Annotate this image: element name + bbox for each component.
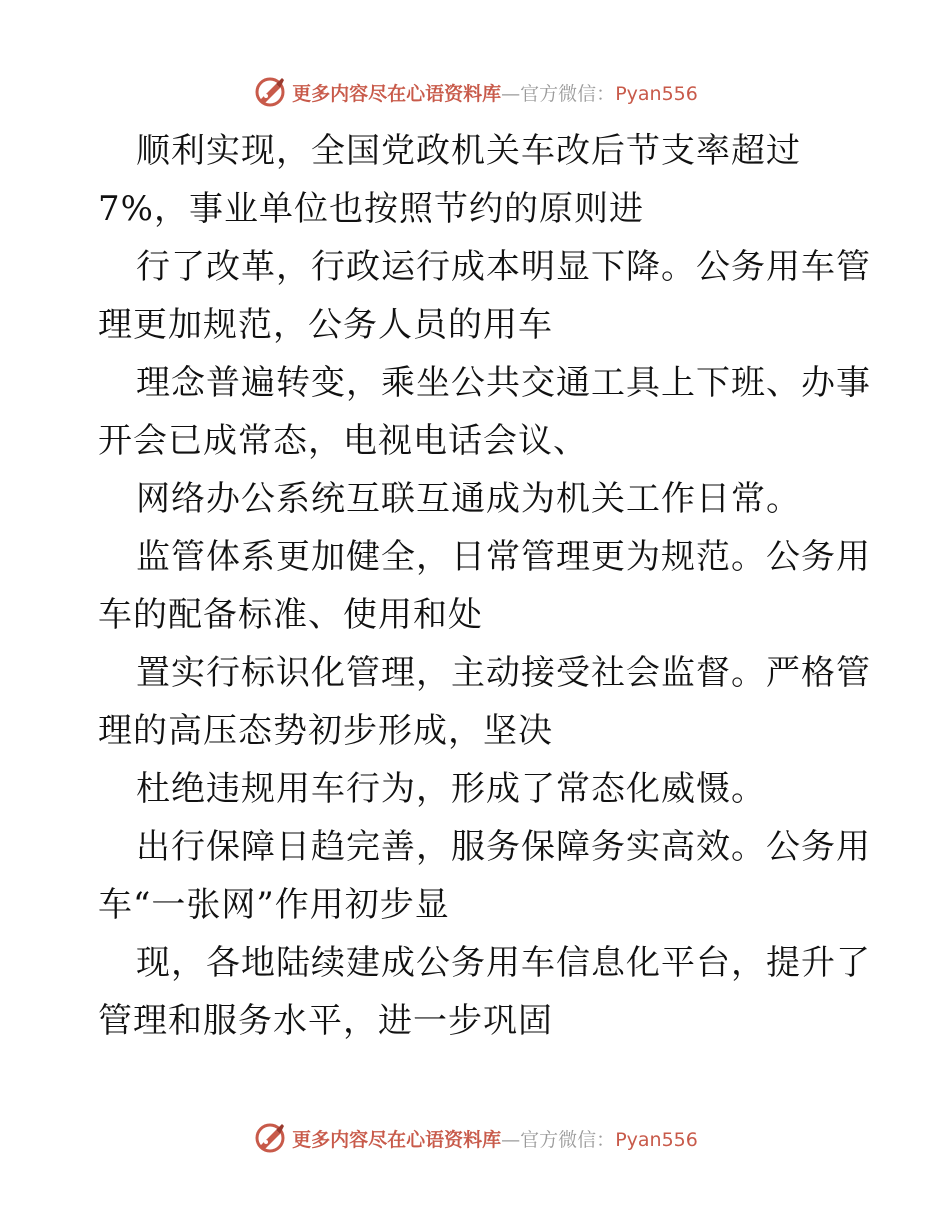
text-line: 监管体系更加健全，日常管理更为规范。公务用 — [136, 537, 871, 577]
text-line: 现，各地陆续建成公务用车信息化平台，提升了 — [136, 943, 871, 983]
watermark-id: Pyan556 — [615, 1128, 698, 1151]
pen-logo-icon — [252, 74, 288, 110]
watermark-side-text: 官方微信： — [520, 1128, 616, 1151]
text-line: 顺利实现，全国党政机关车改后节支率超过 — [136, 131, 801, 171]
text-line: 出行保障日趋完善，服务保障务实高效。公务用 — [136, 827, 871, 867]
text-line: 车的配备标准、使用和处 — [98, 595, 483, 635]
watermark-id: Pyan556 — [615, 82, 698, 105]
text-line: 7%，事业单位也按照节约的原则进 — [98, 189, 644, 229]
text-line: 杜绝违规用车行为，形成了常态化威慑。 — [136, 769, 766, 809]
watermark-main-text: 更多内容尽在心语资料库 — [292, 1128, 502, 1151]
text-line: 行了改革，行政运行成本明显下降。公务用车管 — [136, 247, 871, 287]
text-line: 理的高压态势初步形成，坚决 — [98, 711, 553, 751]
text-line: 开会已成常态，电视电话会议、 — [98, 421, 588, 461]
watermark-side-text: 官方微信： — [520, 82, 616, 105]
pen-logo-icon — [252, 1120, 288, 1156]
footer-watermark — [0, 1118, 950, 1158]
text-line: 网络办公系统互联互通成为机关工作日常。 — [136, 479, 801, 519]
document-body — [98, 122, 871, 1050]
header-watermark — [0, 72, 950, 112]
text-line: 置实行标识化管理，主动接受社会监督。严格管 — [136, 653, 871, 693]
watermark-separator: — — [501, 1128, 521, 1151]
watermark-separator: — — [501, 82, 521, 105]
text-line: 理更加规范，公务人员的用车 — [98, 305, 553, 345]
watermark-main-text: 更多内容尽在心语资料库 — [292, 82, 502, 105]
text-line: 车“一张网”作用初步显 — [98, 885, 450, 925]
text-line: 理念普遍转变，乘坐公共交通工具上下班、办事 — [136, 363, 871, 403]
text-line: 管理和服务水平，进一步巩固 — [98, 1001, 553, 1041]
